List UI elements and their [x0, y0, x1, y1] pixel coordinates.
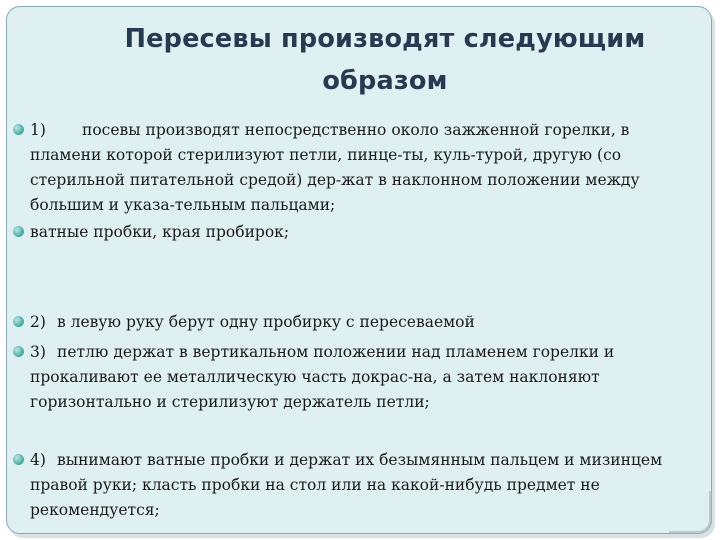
bullet-text: посевы производят непосредственно около зажженной горелки, в пламени которой стерилизуют петли, пинце-ты, куль-турой, другую (со стерильной питательной средой) дер-жат в наклонном положении между большим и указа-тельным пальцами; [30, 121, 640, 214]
bullet-item [30, 340, 680, 415]
bullet-icon [13, 226, 24, 237]
bullet-icon [13, 124, 24, 135]
bullet-number: 3) [30, 343, 46, 361]
bullet-text: петлю держат в вертикальном положении над пламенем горелки и прокаливают ее металлическую часть докрас-на, а затем наклоняют горизонтально и стерилизуют держатель петли; [30, 343, 615, 411]
bullet-text: вынимают ватные пробки и держат их безымянным пальцем и мизинцем правой руки; класть пробки на стол или на какой-нибудь предмет не рекомендуется; [30, 451, 663, 519]
bullet-number: 4) [30, 451, 46, 469]
bullet-icon [13, 346, 24, 357]
bullet-icon [13, 454, 24, 465]
bullet-item [30, 118, 680, 218]
bullet-number: 2) [30, 313, 46, 331]
bullet-item [30, 220, 680, 245]
slide-title: Пересевы производят следующим образом [124, 24, 646, 96]
bullet-text: в левую руку берут одну пробирку с пересеваемой [57, 313, 475, 331]
bullet-item [30, 448, 680, 523]
bullet-icon [13, 316, 24, 327]
bullet-number: 1) [30, 121, 46, 139]
bullet-text: ватные пробки, края пробирок; [30, 223, 290, 241]
bullet-item [30, 310, 680, 335]
